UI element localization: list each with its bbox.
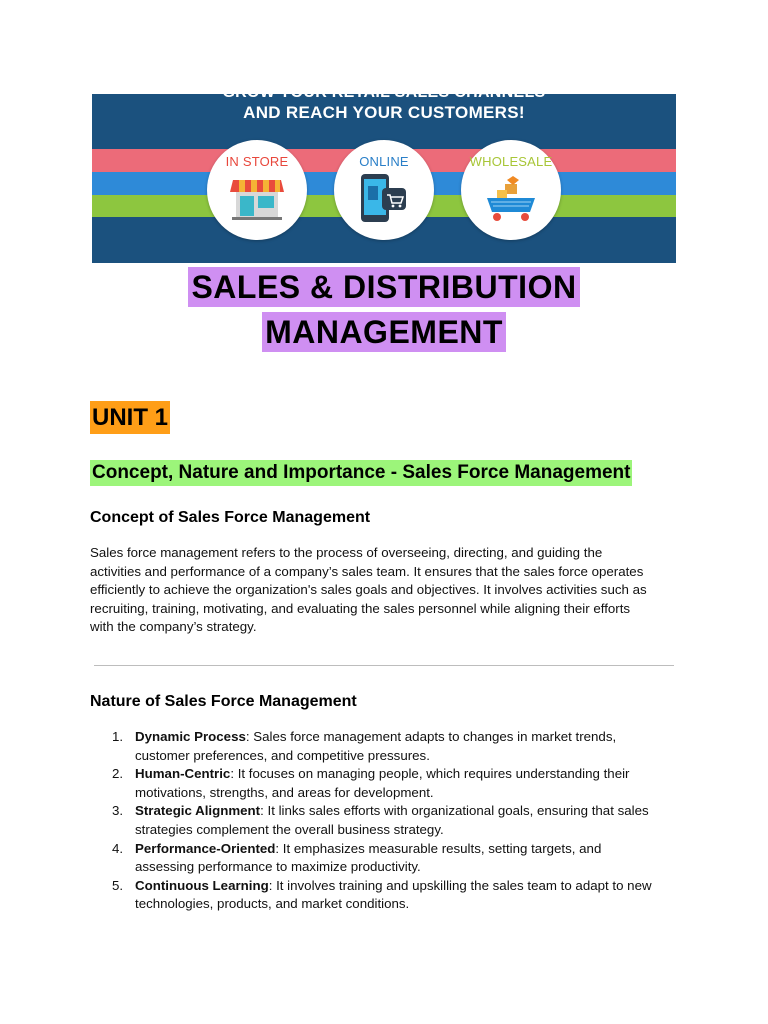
- section-heading: Concept, Nature and Importance - Sales Force Management: [90, 460, 632, 486]
- channel-online: [334, 140, 434, 240]
- list-text-continued: technologies, products, and market conditions.: [135, 896, 410, 912]
- list-item: [90, 802, 690, 839]
- list-number: 5.: [112, 877, 124, 893]
- list-number: 3.: [112, 803, 124, 819]
- smartphone-cart-icon: [334, 140, 434, 240]
- list-item: [90, 840, 690, 877]
- list-term: Performance-Oriented: [135, 840, 276, 856]
- nature-list: [90, 728, 690, 914]
- list-item: [90, 765, 690, 802]
- title-line1-wrap: [0, 267, 768, 307]
- shopping-cart-boxes-icon: [461, 140, 561, 240]
- list-text: : It links sales efforts with organizational goals, ensuring that sales: [260, 803, 649, 819]
- banner-headline-line2: AND REACH YOUR CUSTOMERS!: [243, 103, 525, 122]
- channel-label: IN STORE: [225, 154, 289, 169]
- channel-wholesale: [461, 140, 561, 240]
- concept-line: with the company’s strategy.: [90, 619, 257, 635]
- list-text-continued: assessing performance to maximize productivity.: [135, 859, 421, 875]
- list-item: [90, 728, 690, 765]
- title-line2-wrap: [0, 312, 768, 352]
- list-term: Strategic Alignment: [135, 803, 261, 819]
- storefront-icon: [207, 140, 307, 240]
- list-item: [90, 877, 690, 914]
- concept-line: Sales force management refers to the process of overseeing, directing, and guiding the: [90, 545, 603, 560]
- channel-in-store: [207, 140, 307, 240]
- horizontal-divider: [94, 665, 674, 666]
- channel-label: WHOLESALE: [469, 154, 553, 169]
- banner-image: [92, 84, 676, 263]
- list-term: Human-Centric: [135, 766, 231, 782]
- unit-heading: UNIT 1: [90, 401, 170, 434]
- banner-headline-line1: GROW YOUR RETAIL SALES CHANNELS: [222, 84, 546, 101]
- list-text-continued: motivations, strengths, and areas for development.: [135, 784, 434, 800]
- concept-line: activities and performance of a company’s sales team. It ensures that the sales force operates: [90, 563, 644, 579]
- list-term: Continuous Learning: [135, 877, 269, 893]
- list-text: : It focuses on managing people, which requires understanding their: [230, 766, 630, 782]
- list-text: : It involves training and upskilling the sales team to adapt to new: [268, 877, 652, 893]
- nature-heading: Nature of Sales Force Management: [90, 693, 357, 710]
- list-text-continued: strategies complement the overall business strategy.: [135, 821, 444, 837]
- concept-heading: Concept of Sales Force Management: [90, 509, 371, 526]
- list-text-continued: customer preferences, and competitive pressures.: [135, 747, 430, 763]
- list-number: 1.: [112, 729, 124, 744]
- list-text: : Sales force management adapts to changes in market trends,: [245, 729, 617, 744]
- list-number: 2.: [112, 766, 124, 782]
- page-title-line1: SALES & DISTRIBUTION: [188, 267, 579, 307]
- list-term: Dynamic Process: [135, 729, 246, 744]
- page-title-line2: MANAGEMENT: [262, 312, 506, 352]
- channel-label: ONLINE: [359, 154, 409, 169]
- concept-line: recruiting, training, motivating, and evaluating the sales personnel while aligning their efforts: [90, 600, 631, 616]
- concept-paragraph: [90, 544, 680, 637]
- concept-line: efficiently to achieve the organization's sales goals and objectives. It involves activities such as: [90, 582, 647, 598]
- list-text: : It emphasizes measurable results, setting targets, and: [275, 840, 602, 856]
- list-number: 4.: [112, 840, 124, 856]
